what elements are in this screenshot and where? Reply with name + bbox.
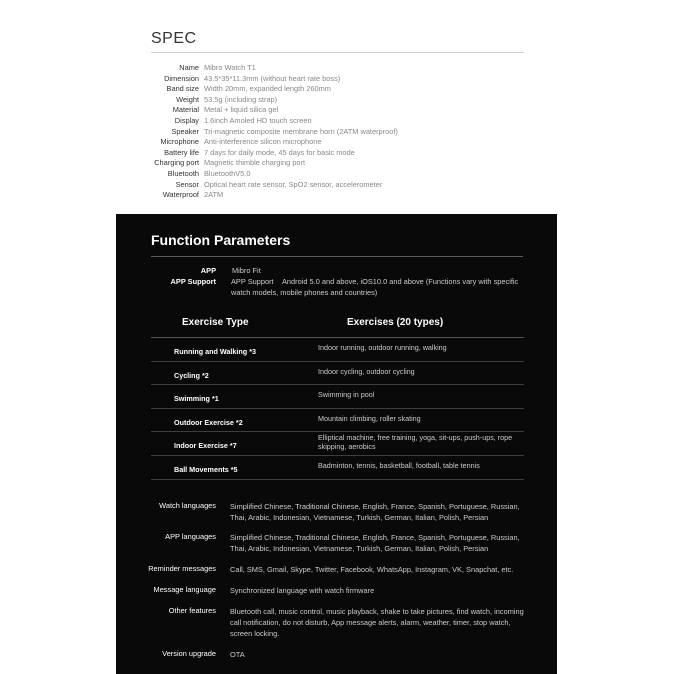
spec-row [151,169,524,180]
exercise-type: Swimming *1 [174,394,219,404]
exercises-header: Exercises (20 types) [347,317,444,328]
spec-row [151,74,524,85]
spec-value: 53.5g (including strap) [204,94,278,104]
exercise-list: Indoor running, outdoor running, walking [318,343,447,352]
detail-label: Message language [153,585,216,594]
spec-label: Band size [166,84,199,94]
spec-value: Width 20mm, expanded length 260mm [204,84,331,94]
exercise-type: Ball Movements *5 [174,464,238,474]
spec-label: Dimension [164,73,199,83]
detail-label: Reminder messages [148,564,216,573]
exercise-type: Indoor Exercise *7 [174,441,237,451]
spec-row [151,190,524,201]
app-support-label: APP Support [170,277,216,286]
spec-value: Tri-magnetic composite membrane horn (2ATM waterproof) [204,126,398,136]
detail-value: Synchronized language with watch firmware [230,586,375,595]
spec-section [151,28,524,200]
function-parameters-title: Function Parameters [151,232,291,248]
spec-row [151,105,524,116]
spec-label: Speaker [171,126,199,136]
spec-row [151,116,524,127]
spec-title: SPEC [151,30,197,47]
spec-value: 1.6inch Amoled HD touch screen [204,115,312,125]
exercise-type: Outdoor Exercise *2 [174,417,243,427]
table-row [151,456,524,480]
table-row [151,385,524,409]
spec-row [151,158,524,169]
exercise-type: Cycling *2 [174,370,209,380]
spec-value: 2ATM [204,190,224,200]
spec-label: Name [179,63,199,72]
exercise-list: Badminton, tennis, basketball, football, table tennis [318,460,480,470]
spec-row [151,84,524,95]
spec-label: Material [172,105,199,115]
spec-value: 43.5*35*11.3mm (without heart rate boss) [204,73,341,83]
table-row [151,338,524,362]
exercise-list: Swimming in pool [318,390,375,400]
spec-row [151,63,524,74]
exercise-list: Mountain climbing, roller skating [318,413,421,423]
app-support-description [231,277,524,298]
spec-row [151,180,524,191]
exercise-table [151,307,524,480]
app-label: APP [200,266,216,275]
exercise-list: Elliptical machine, free training, yoga, sit-ups, push-ups, rope skipping, aerobics [318,433,513,451]
spec-value: Anti-interference silicon microphone [204,137,322,147]
table-row [151,432,524,456]
exercise-type-header: Exercise Type [182,317,249,328]
spec-row [151,95,524,106]
detail-label: Other features [168,606,216,615]
detail-value: Simplified Chinese, Traditional Chinese, English, France, Spanish, Portuguese, Russian, Thai, Arabic, Indonesian, Vietnamese, Turkish, German, Italian, Polish, Persian [230,502,520,522]
spec-value: Magnetic thimble charging port [204,158,306,168]
spec-row [151,148,524,159]
spec-label: Charging port [154,158,199,168]
app-value: Mibro Fit [232,266,261,275]
spec-label: Waterproof [162,190,199,200]
spec-value: BluetoothV5.0 [204,168,251,178]
spec-row [151,137,524,148]
detail-label: Version upgrade [162,649,216,658]
detail-value: Bluetooth call, music control, music playback, shake to take pictures, find watch, incoming call notification, do not disturb, App message alerts, alarm, weather, timer, stop watch, screen locking. [230,607,524,638]
spec-value: Metal + liquid silica gel [204,105,279,115]
exercise-type: Running and Walking *3 [174,347,256,356]
spec-divider [151,52,524,53]
spec-row [151,127,524,138]
spec-label: Microphone [160,137,199,147]
spec-label: Display [174,115,199,125]
spec-value: 7 days for daily mode, 45 days for basic mode [204,147,355,157]
spec-value: Optical heart rate sensor, SpO2 sensor, accelerometer [204,179,383,189]
detail-label: Watch languages [159,501,216,510]
exercise-list: Indoor cycling, outdoor cycling [318,366,415,376]
detail-label: APP languages [165,532,216,541]
spec-label: Bluetooth [167,168,199,178]
detail-value: Simplified Chinese, Traditional Chinese, English, France, Spanish, Portuguese, Russian, Thai, Arabic, Indonesian, Vietnamese, Turkish, German, Italian, Polish, Persian [230,533,520,553]
detail-value: Call, SMS, Gmail, Skype, Twitter, Facebook, WhatsApp, Instagram, VK, Snapchat, etc. [230,565,514,574]
app-support-value: APP Support [231,277,274,286]
app-support-desc-text: Android 5.0 and above, iOS10.0 and above (Functions vary with specific watch models, mobile phones and countries) [231,277,519,297]
table-row [151,362,524,386]
spec-label: Weight [176,94,199,104]
spec-table [151,63,524,201]
exercise-table-header [151,307,524,338]
table-row [151,409,524,433]
detail-value: OTA [230,650,245,659]
function-parameters-panel [116,214,557,674]
spec-value: Mibro Watch T1 [204,63,256,72]
spec-label: Sensor [175,179,199,189]
function-parameters-divider [151,256,523,257]
spec-label: Battery life [164,147,199,157]
